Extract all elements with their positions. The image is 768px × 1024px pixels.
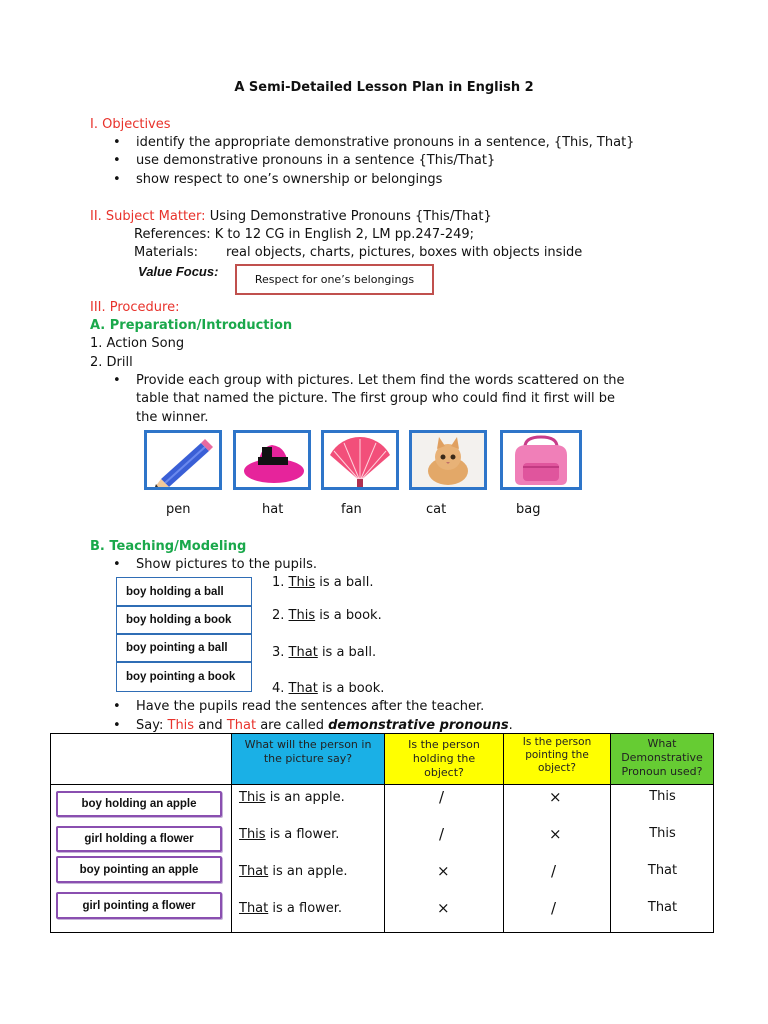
picture-caption: fan (341, 502, 362, 517)
demonstrative-pronoun-table (50, 733, 714, 933)
example-sentence: 1. This is a ball. (272, 575, 374, 590)
holding-mark: × (437, 899, 450, 917)
holding-cell (385, 785, 504, 933)
holding-mark: / (439, 788, 445, 806)
preparation-heading: A. Preparation/Introduction (90, 318, 293, 333)
subject-matter-line (90, 208, 492, 226)
say-instruction: • Say: This and That are called demonstrative pronouns. (136, 717, 513, 735)
answer-pronoun: That (647, 863, 678, 878)
value-focus-text: Respect for one’s belongings (254, 273, 415, 286)
objective-item: • show respect to one’s ownership or belongings (136, 171, 442, 189)
example-sentence: 3. That is a ball. (272, 645, 377, 660)
picture-cat (409, 430, 487, 490)
materials-label: Materials: (134, 245, 198, 260)
materials-list: real objects, charts, pictures, boxes with objects inside (226, 245, 583, 260)
value-focus-label: Value Focus: (138, 264, 219, 279)
drill-instruction-line: the winner. (136, 410, 209, 425)
sentence-cell (232, 785, 385, 933)
table-sentence: This is a flower. (239, 827, 340, 842)
holding-mark: / (439, 825, 445, 843)
table-header-empty (51, 734, 232, 785)
picture-caption: bag (516, 502, 541, 517)
example-sentence: 4. That is a book. (272, 681, 385, 696)
procedure-heading: III. Procedure: (90, 300, 180, 315)
table-sentence: This is an apple. (239, 790, 345, 805)
subject-matter-heading: II. Subject Matter: (90, 209, 206, 224)
table-header-row (51, 734, 714, 785)
subject-matter-topic: Using Demonstrative Pronouns {This/That} (209, 209, 492, 224)
picture-label-box: boy holding a book (116, 606, 252, 634)
table-sentence: That is a flower. (239, 901, 343, 916)
drill-instruction-line: table that named the picture. The first group who could find it first will be (136, 391, 616, 406)
pointing-mark: / (551, 899, 557, 917)
objectives-heading: I. Objectives (90, 117, 171, 132)
fan-icon (324, 433, 396, 487)
pointing-mark: × (549, 788, 562, 806)
objective-item: • identify the appropriate demonstrative pronouns in a sentence, {This, That} (136, 134, 634, 152)
table-header-cell: What Demonstrative Pronoun used? (611, 734, 714, 785)
drill-instruction-line: • Provide each group with pictures. Let them find the words scattered on the (136, 372, 625, 390)
show-pictures-instruction: • Show pictures to the pupils. (136, 556, 317, 574)
table-sentence: That is an apple. (239, 864, 348, 879)
pencil-icon (147, 433, 219, 487)
page-title: A Semi-Detailed Lesson Plan in English 2 (234, 80, 534, 95)
read-sentences-instruction: • Have the pupils read the sentences after the teacher. (136, 698, 484, 716)
label-cell (51, 785, 232, 933)
row-label: boy holding an apple (56, 791, 222, 817)
pointing-mark: / (551, 862, 557, 880)
picture-label-box: boy pointing a ball (116, 634, 252, 662)
step-action-song: 1. Action Song (90, 336, 185, 351)
picture-fan (321, 430, 399, 490)
teaching-heading: B. Teaching/Modeling (90, 539, 247, 554)
value-focus-box (235, 264, 434, 295)
picture-label-box: boy holding a ball (116, 577, 252, 606)
table-header-cell: Is the person holding the object? (385, 734, 504, 785)
answer-cell (611, 785, 714, 933)
step-drill: 2. Drill (90, 355, 133, 370)
bag-icon (503, 433, 579, 487)
objective-item: • use demonstrative pronouns in a sentence {This/That} (136, 152, 495, 170)
row-label: girl pointing a flower (56, 892, 222, 919)
cat-icon (412, 433, 484, 487)
references: References: K to 12 CG in English 2, LM pp.247-249; (134, 227, 475, 242)
picture-caption: pen (166, 502, 191, 517)
example-sentence: 2. This is a book. (272, 608, 382, 623)
hat-icon (236, 433, 308, 487)
answer-pronoun: That (647, 900, 678, 915)
table-body-row (51, 785, 714, 933)
picture-caption: hat (262, 502, 284, 517)
table-header-cell: What will the person in the picture say? (232, 734, 385, 785)
answer-pronoun: This (649, 789, 676, 804)
picture-label-box: boy pointing a book (116, 662, 252, 692)
picture-bag (500, 430, 582, 490)
holding-mark: × (437, 862, 450, 880)
row-label: boy pointing an apple (56, 856, 222, 883)
pointing-mark: × (549, 825, 562, 843)
pointing-cell (504, 785, 611, 933)
table-header-cell: Is the person pointing the object? (504, 734, 611, 785)
picture-hat (233, 430, 311, 490)
answer-pronoun: This (649, 826, 676, 841)
row-label: girl holding a flower (56, 826, 222, 852)
picture-caption: cat (426, 502, 447, 517)
picture-pencil (144, 430, 222, 490)
